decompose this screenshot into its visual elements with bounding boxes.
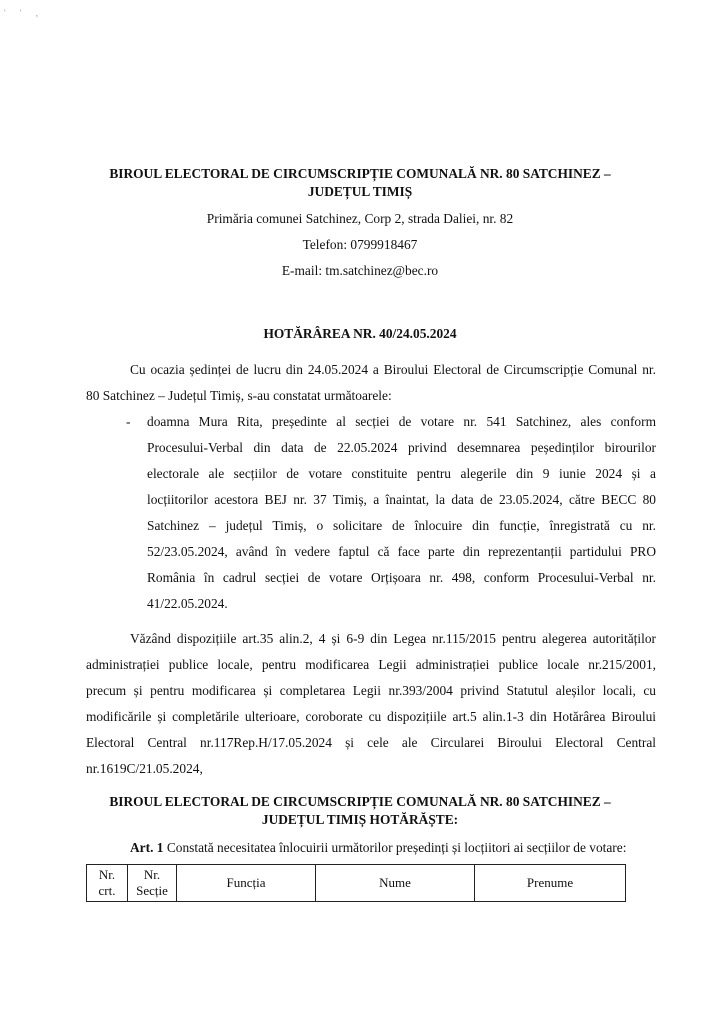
bullet-line8: 41/22.05.2024. <box>147 596 228 611</box>
article-1-text: Constată necesitatea înlocuirii următorilor președinți și locțiitori ai secțiilor de votare: <box>166 840 627 855</box>
bullet-line6: 52/23.05.2024, având în vedere faptul că face parte din reprezentanții partidului PRO <box>147 544 656 559</box>
resolution-line1: BIROUL ELECTORAL DE CIRCUMSCRIPȚIE COMUNALĂ NR. 80 SATCHINEZ – <box>109 794 611 809</box>
col-nr-crt <box>87 865 128 902</box>
bullet-line7: România în cadrul secției de votare Orțișoara nr. 498, conform Procesului-Verbal nr. <box>147 570 656 585</box>
col-nr-crt-line1: Nr. <box>98 867 116 882</box>
replacements-table <box>86 864 626 902</box>
legal-line5: Electoral Central nr.117Rep.H/17.05.2024 și cele ale Circularei Biroului Electoral Central <box>86 735 656 750</box>
col-nr-sectie <box>128 865 177 902</box>
legal-line1: Văzând dispozițiile art.35 alin.2, 4 și 6-9 din Legea nr.115/2015 pentru alegerea autorităților <box>130 631 656 646</box>
col-nr-sectie-line1: Nr. <box>143 867 161 882</box>
intro-line1: Cu ocazia ședinței de lucru din 24.05.2024 a Biroului Electoral de Circumscripție Comunal nr. <box>130 362 656 377</box>
legal-line4: modificările și completările ulterioare, coroborate cu dispozițiile art.5 alin.1-3 din Hotărârea Biroului <box>86 709 656 724</box>
col-prenume: Prenume <box>475 865 626 902</box>
col-nr-crt-line2: crt. <box>98 883 116 898</box>
bullet-line2: Procesului-Verbal din data de 22.05.2024 privind desemnarea peședinților birourilor <box>147 440 656 455</box>
legal-line3: precum și pentru modificarea și completarea Legii nr.393/2004 privind Statutul aleșilor locali, cu <box>86 683 656 698</box>
address: Primăria comunei Satchinez, Corp 2, strada Daliei, nr. 82 <box>206 211 514 226</box>
legal-line6: nr.1619C/21.05.2024, <box>86 761 203 776</box>
phone: Telefon: 0799918467 <box>302 237 418 252</box>
col-nume: Nume <box>316 865 475 902</box>
article-1 <box>130 840 626 856</box>
resolution-heading <box>80 793 640 829</box>
bureau-title-line1: BIROUL ELECTORAL DE CIRCUMSCRIPȚIE COMUNALĂ NR. 80 SATCHINEZ – <box>109 166 611 181</box>
col-nr-sectie-line2: Secție <box>136 883 168 898</box>
bullet-line4: locțiitorilor acestora BEJ nr. 37 Timiș, a înaintat, la data de 23.05.2024, către BECC 80 <box>147 492 656 507</box>
scan-specks: ' ' , <box>4 8 44 18</box>
bullet-marker: - <box>126 414 131 429</box>
bullet-line1: doamna Mura Rita, președinte al secției de votare nr. 541 Satchinez, ales conform <box>147 414 656 429</box>
bureau-title <box>80 165 640 201</box>
email: E-mail: tm.satchinez@bec.ro <box>281 263 439 278</box>
bullet-line3: electorale ale secțiilor de votare constituite pentru alegerile din 9 iunie 2024 și a <box>147 466 656 481</box>
legal-line2: administrației publice locale, pentru modificarea Legii administrației publice locale nr.215/2001, <box>86 657 656 672</box>
table-header-row <box>87 865 626 902</box>
resolution-line2: JUDEȚUL TIMIȘ HOTĂRĂȘTE: <box>261 812 459 827</box>
col-functia: Funcția <box>177 865 316 902</box>
bureau-title-line2: JUDEȚUL TIMIȘ <box>307 184 413 199</box>
decision-title: HOTĂRÂREA NR. 40/24.05.2024 <box>263 326 457 341</box>
article-1-label: Art. 1 <box>130 840 164 855</box>
intro-line2: 80 Satchinez – Județul Timiș, s-au constatat următoarele: <box>86 388 392 403</box>
bullet-line5: Satchinez – județul Timiș, o solicitare de înlocuire din funcție, înregistrată cu nr. <box>147 518 656 533</box>
